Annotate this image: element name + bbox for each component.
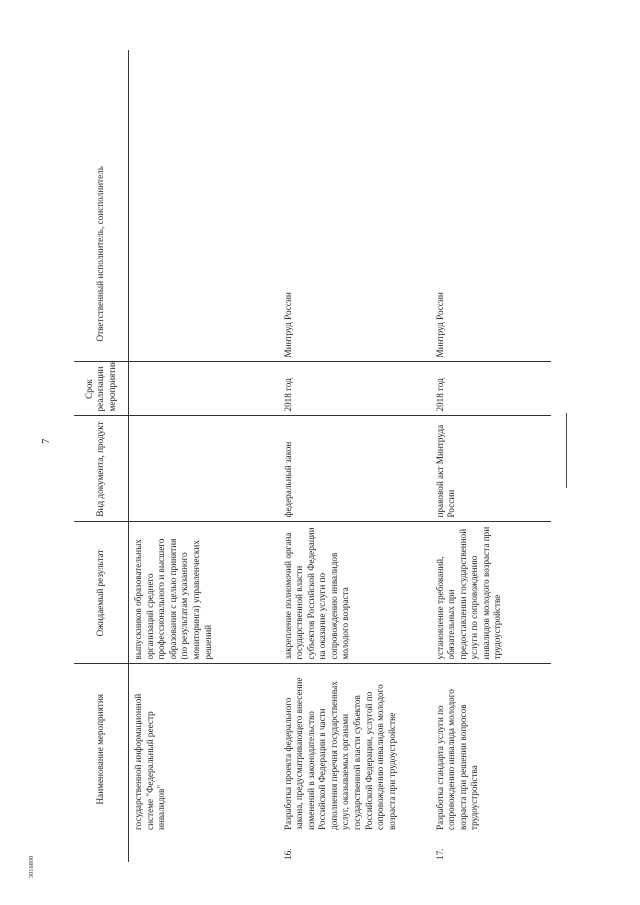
measures-table	[74, 50, 551, 862]
header-num	[74, 834, 129, 862]
row-doc-type: правовой акт Минтруда России	[431, 416, 551, 522]
header-name: Наименование мероприятия	[74, 664, 129, 834]
row-result: установление требований, обязательных при предоставлении государственной услуги по сопровождению инвалидов молодого возраста при трудоустройстве	[431, 522, 551, 664]
row-term: 2018 год	[431, 362, 551, 416]
row-num	[129, 834, 279, 862]
header-doc-type: Вид документа, продукт	[74, 416, 129, 522]
document-code: 3016800	[29, 855, 35, 878]
header-result: Ожидаемый результат	[74, 522, 129, 664]
row-name: Разработка стандарта услуги по сопровождению инвалида молодого возраста при решении вопросов трудоустройства	[434, 689, 480, 830]
measures-table-rotated	[74, 50, 616, 862]
table-header-row	[74, 50, 129, 862]
row-term	[129, 362, 279, 416]
row-responsible: Минтруд России	[431, 50, 551, 362]
header-term: Срок реализации мероприятия	[74, 362, 129, 416]
row-result: выпускников образовательных организаций среднего профессионального и высшего образования с целью принятия (по результатам указанного мониторинга) управленческих решений	[129, 522, 279, 664]
row-responsible: Минтруд России	[279, 50, 431, 362]
page-number: 7	[40, 438, 52, 444]
row-name: государственной информационной системе "Федеральный реестр инвалидов"	[133, 693, 167, 830]
row-num: 17.	[434, 848, 445, 860]
row-result: закрепление полномочий органа государственной власти субъектов Российской Федерации на оказание услуги по сопровождению инвалидов молодого возраста	[279, 522, 431, 664]
table-row	[431, 50, 551, 862]
row-term: 2018 год	[279, 362, 431, 416]
table-row	[129, 50, 279, 862]
header-responsible: Ответственный исполнитель, соисполнитель	[74, 50, 129, 362]
row-doc-type: федеральный закон	[279, 416, 431, 522]
end-of-table-rule	[566, 413, 567, 488]
row-responsible	[129, 50, 279, 362]
table-row	[279, 50, 431, 862]
row-doc-type	[129, 416, 279, 522]
row-num: 16.	[282, 848, 293, 860]
row-name: Разработка проекта федерального закона, предусматривающего внесение изменений в законодательство Российской Федерации в части дополнения перечня государственных услуг, оказываемых органами государственной власти субъектов Российской Федерации, услугой по сопровождению инвалидов молодого возраста при трудоустройстве	[282, 677, 397, 830]
